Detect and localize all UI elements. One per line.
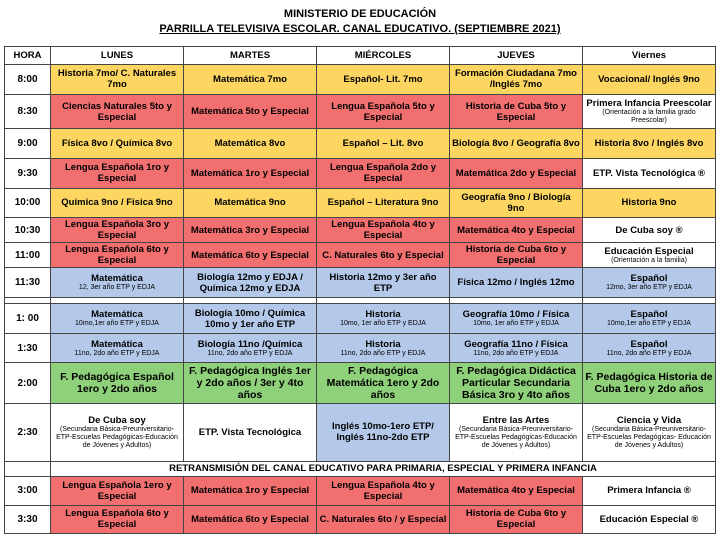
program-detail: 12mo, 3er año ETP y EDJA	[606, 284, 692, 292]
time-cell: 8:30	[5, 94, 51, 129]
program-cell-martes	[184, 505, 317, 534]
program-cell-martes	[184, 243, 317, 268]
schedule-row	[5, 94, 716, 129]
program-cell-viernes	[583, 218, 716, 243]
program-cell-miercoles	[317, 333, 450, 363]
program-cell-lunes	[51, 268, 184, 298]
program-cell-jueves	[450, 333, 583, 363]
program-cell-viernes	[583, 333, 716, 363]
program-cell-jueves	[450, 94, 583, 129]
time-cell: 9:00	[5, 129, 51, 159]
program-title: Matemática 6to y Especial	[191, 513, 309, 525]
program-title: Lengua Española 6to y Especial	[65, 508, 169, 531]
program-cell-martes	[184, 333, 317, 363]
schedule-row	[5, 477, 716, 505]
program-title: Matemática 3ro y Especial	[190, 224, 310, 236]
program-cell-martes	[184, 188, 317, 218]
program-title: Lengua Española 2do y Especial	[329, 162, 437, 185]
program-cell-martes	[184, 65, 317, 95]
program-cell-lunes	[51, 188, 184, 218]
program-title: Historia de Cuba 6to y Especial	[465, 244, 567, 267]
program-title: Entre las Artes	[482, 414, 550, 426]
schedule-row	[5, 333, 716, 363]
program-title: Español- Lit. 7mo	[343, 73, 423, 85]
schedule-title: PARRILLA TELEVISIVA ESCOLAR. CANAL EDUCATIVO. (SEPTIEMBRE 2021)	[159, 23, 561, 35]
time-cell: 10:30	[5, 218, 51, 243]
program-title: Español – Literatura 9no	[327, 197, 439, 209]
schedule-row	[5, 363, 716, 403]
program-cell-miercoles	[317, 477, 450, 505]
program-cell-viernes	[583, 243, 716, 268]
program-title: Historia 7mo/ C. Naturales 7mo	[57, 68, 177, 91]
schedule-row	[5, 268, 716, 298]
program-title: Ciencia y Vida	[616, 414, 682, 426]
schedule-row	[5, 243, 716, 268]
program-cell-jueves	[450, 129, 583, 159]
program-cell-jueves	[450, 159, 583, 189]
program-title: Matemática 1ro y Especial	[190, 167, 310, 179]
program-title: Matemática	[91, 273, 143, 285]
col-header-lunes: LUNES	[51, 47, 184, 65]
program-title: Lengua Española 1ero y Especial	[62, 479, 172, 502]
program-title: Vocacional/ Inglés 9no	[598, 73, 700, 85]
program-title: Biología 11no /Química	[197, 338, 303, 350]
program-title: Educación Especial	[604, 245, 694, 257]
retransmission-row	[5, 461, 716, 476]
schedule-row	[5, 159, 716, 189]
program-title: Química 9no / Física 9no	[61, 197, 173, 209]
program-title: Física 8vo / Química 8vo	[61, 138, 173, 150]
program-cell-lunes	[51, 505, 184, 534]
schedule-row	[5, 188, 716, 218]
program-title: Historia de Cuba 5to y Especial	[465, 100, 567, 123]
schedule-row	[5, 129, 716, 159]
program-detail: 12, 3er año ETP y EDJA	[78, 284, 156, 292]
program-cell-martes	[184, 94, 317, 129]
program-title: Formación Ciudadana 7mo /Inglés 7mo	[455, 68, 577, 91]
col-header-viernes: Viernes	[583, 47, 716, 65]
program-title: Historia	[365, 309, 401, 321]
program-detail: 10mo,1er año ETP y EDJA	[607, 320, 691, 328]
program-cell-jueves	[450, 268, 583, 298]
program-cell-viernes	[583, 268, 716, 298]
program-cell-miercoles	[317, 188, 450, 218]
program-cell-viernes	[583, 304, 716, 334]
time-cell: 11:30	[5, 268, 51, 298]
program-cell-miercoles	[317, 65, 450, 95]
program-cell-martes	[184, 218, 317, 243]
time-cell: 11:00	[5, 243, 51, 268]
program-cell-martes	[184, 403, 317, 461]
program-title: Lengua Española 3ro y Especial	[65, 219, 169, 242]
program-cell-miercoles	[317, 129, 450, 159]
program-title: Biología 8vo / Geografía 8vo	[452, 138, 580, 150]
retransmission-banner: RETRANSMISIÓN DEL CANAL EDUCATIVO PARA PRIMARIA, ESPECIAL Y PRIMERA INFANCIA	[51, 461, 716, 476]
col-header-hora: HORA	[5, 47, 51, 65]
program-cell-lunes	[51, 477, 184, 505]
program-cell-miercoles	[317, 94, 450, 129]
program-title: Español – Lit. 8vo	[342, 138, 424, 150]
program-cell-martes	[184, 304, 317, 334]
program-cell-lunes	[51, 403, 184, 461]
program-title: Lengua Española 4to y Especial	[331, 219, 435, 242]
program-detail: (Orientación a la familia)	[611, 256, 687, 264]
program-detail: (Secundaria Básica-Preuniversitario-ETP-Escuelas Pedagógicas-Educación de Jóvenes y Adultos)	[455, 425, 577, 449]
program-cell-viernes	[583, 129, 716, 159]
program-title: De Cuba soy	[88, 414, 146, 426]
program-title: Español	[630, 273, 668, 285]
program-cell-miercoles	[317, 363, 450, 403]
program-cell-jueves	[450, 218, 583, 243]
schedule-row	[5, 403, 716, 461]
program-detail: 10mo,1er año ETP y EDJA	[75, 320, 159, 328]
program-cell-miercoles	[317, 159, 450, 189]
schedule-body	[5, 65, 716, 534]
program-cell-miercoles	[317, 505, 450, 534]
program-cell-viernes	[583, 477, 716, 505]
time-cell: 1:30	[5, 333, 51, 363]
program-title: Primera Infancia ®	[607, 485, 691, 497]
program-cell-lunes	[51, 304, 184, 334]
time-cell: 3:30	[5, 505, 51, 534]
program-title: Lengua Española 5to y Especial	[331, 100, 435, 123]
program-title: F. Pedagógica Inglés 1er y 2do años / 3er y 4to años	[189, 365, 311, 402]
program-cell-lunes	[51, 65, 184, 95]
program-cell-lunes	[51, 159, 184, 189]
program-cell-viernes	[583, 159, 716, 189]
program-cell-lunes	[51, 94, 184, 129]
program-detail: 11no, 2do año ETP y EDJA	[473, 349, 559, 357]
time-cell: 2:00	[5, 363, 51, 403]
program-title: F. Pedagógica Historia de Cuba 1ero y 2do años	[585, 371, 713, 396]
program-cell-lunes	[51, 218, 184, 243]
program-cell-lunes	[51, 243, 184, 268]
program-title: Historia de Cuba 6to y Especial	[465, 508, 567, 531]
program-detail: 11no, 2do año ETP y EDJA	[74, 349, 160, 357]
program-cell-jueves	[450, 505, 583, 534]
header-row	[5, 47, 716, 65]
program-detail: (Orientación a la familia grado Preescolar)	[602, 109, 696, 124]
program-title: Español	[630, 338, 668, 350]
time-cell: 1: 00	[5, 304, 51, 334]
program-title: Lengua Española 1ro y Especial	[65, 162, 169, 185]
retransmission-time-cell	[5, 461, 51, 476]
program-cell-miercoles	[317, 403, 450, 461]
program-title: F. Pedagógica Español 1ero y 2do años	[60, 371, 174, 396]
program-title: Historia 12mo y 3er año ETP	[329, 271, 437, 294]
program-title: F. Pedagógica Matemática 1ero y 2do años	[326, 365, 440, 402]
time-cell: 10:00	[5, 188, 51, 218]
program-cell-martes	[184, 477, 317, 505]
program-cell-jueves	[450, 188, 583, 218]
ministry-title: MINISTERIO DE EDUCACIÓN	[283, 8, 437, 20]
program-title: C. Naturales 6to y Especial	[322, 249, 444, 261]
schedule-row	[5, 218, 716, 243]
program-title: Lengua Española 6to y Especial	[65, 244, 169, 267]
program-title: Español	[630, 309, 668, 321]
program-title: Matemática 4to y Especial	[457, 485, 575, 497]
program-title: Lengua Española 4to y Especial	[331, 479, 435, 502]
program-cell-martes	[184, 159, 317, 189]
program-detail: 11no, 2do año ETP y EDJA	[340, 349, 426, 357]
program-cell-viernes	[583, 403, 716, 461]
program-detail: 10mo, 1er año ETP y EDJA	[340, 320, 426, 328]
program-title: Ciencias Naturales 5to y Especial	[62, 100, 172, 123]
schedule-row	[5, 304, 716, 334]
program-title: Matemática 4to y Especial	[457, 224, 575, 236]
schedule-table	[4, 46, 716, 534]
program-cell-viernes	[583, 363, 716, 403]
program-title: Geografía 11no / Física	[464, 338, 568, 350]
program-cell-jueves	[450, 65, 583, 95]
program-title: F. Pedagógica Didáctica Particular Secundaria Básica 3ro y 4to años	[456, 365, 576, 402]
program-title: Matemática 6to y Especial	[191, 249, 309, 261]
program-title: Geografía 10mo / Física	[462, 309, 570, 321]
program-detail: (Secundaria Básica-Preuniversitario-ETP-Escuelas Pedagógicas- Educación de Jóvenes y Adultos)	[587, 425, 711, 449]
program-title: Primera Infancia Preescolar	[586, 98, 712, 109]
program-detail: 11no, 2do año ETP y EDJA	[207, 349, 293, 357]
program-cell-miercoles	[317, 243, 450, 268]
program-detail: 11no, 2do año ETP y EDJA	[606, 349, 692, 357]
program-cell-miercoles	[317, 218, 450, 243]
program-detail: 10mo, 1er año ETP y EDJA	[473, 320, 559, 328]
col-header-jueves: JUEVES	[450, 47, 583, 65]
program-title: Historia	[365, 338, 401, 350]
program-cell-viernes	[583, 505, 716, 534]
program-cell-miercoles	[317, 268, 450, 298]
program-title: Matemática	[91, 309, 143, 321]
program-title: Historia 8vo / Inglés 8vo	[594, 138, 704, 150]
program-cell-jueves	[450, 363, 583, 403]
program-title: Biología 10mo / Química 10mo y 1er año ETP	[194, 307, 306, 330]
program-cell-martes	[184, 363, 317, 403]
program-title: C. Naturales 6to / y Especial	[319, 513, 447, 525]
program-title: ETP. Vista Tecnológica ®	[592, 167, 706, 179]
time-cell: 2:30	[5, 403, 51, 461]
program-title: Matemática 9no	[214, 197, 286, 209]
schedule-row	[5, 505, 716, 534]
program-title: Geografía 9no / Biología 9no	[461, 191, 571, 214]
program-cell-lunes	[51, 363, 184, 403]
program-title: Matemática 8vo	[214, 138, 286, 150]
program-cell-martes	[184, 268, 317, 298]
program-cell-lunes	[51, 129, 184, 159]
program-title: De Cuba soy ®	[615, 224, 683, 236]
program-cell-jueves	[450, 403, 583, 461]
program-title: Matemática 1ro y Especial	[190, 485, 310, 497]
program-title: Matemática 2do y Especial	[455, 167, 577, 179]
program-title: Inglés 10mo-1ero ETP/ Inglés 11no-2do ETP	[332, 421, 434, 444]
program-cell-viernes	[583, 188, 716, 218]
schedule-row	[5, 65, 716, 95]
time-cell: 9:30	[5, 159, 51, 189]
time-cell: 3:00	[5, 477, 51, 505]
program-title: Matemática	[91, 338, 143, 350]
program-title: Matemática 7mo	[213, 73, 287, 85]
program-cell-miercoles	[317, 304, 450, 334]
program-detail: (Secundaria Básica-Preuniversitario-ETP-Escuelas Pedagógicas-Educación de Jóvenes y Adultos)	[56, 425, 178, 449]
program-cell-lunes	[51, 333, 184, 363]
program-cell-viernes	[583, 94, 716, 129]
program-title: Física 12mo / Inglés 12mo	[457, 277, 575, 289]
col-header-miercoles: MIÉRCOLES	[317, 47, 450, 65]
program-cell-jueves	[450, 243, 583, 268]
col-header-martes: MARTES	[184, 47, 317, 65]
time-cell: 8:00	[5, 65, 51, 95]
program-cell-martes	[184, 129, 317, 159]
program-title: Historia 9no	[621, 197, 677, 209]
program-cell-jueves	[450, 304, 583, 334]
program-title: Biología 12mo y EDJA / Química 12mo y EDJA	[197, 271, 303, 294]
program-cell-jueves	[450, 477, 583, 505]
program-title: Matemática 5to y Especial	[191, 106, 309, 117]
program-title: ETP. Vista Tecnológica	[198, 426, 302, 438]
program-cell-viernes	[583, 65, 716, 95]
program-title: Educación Especial ®	[599, 513, 699, 525]
